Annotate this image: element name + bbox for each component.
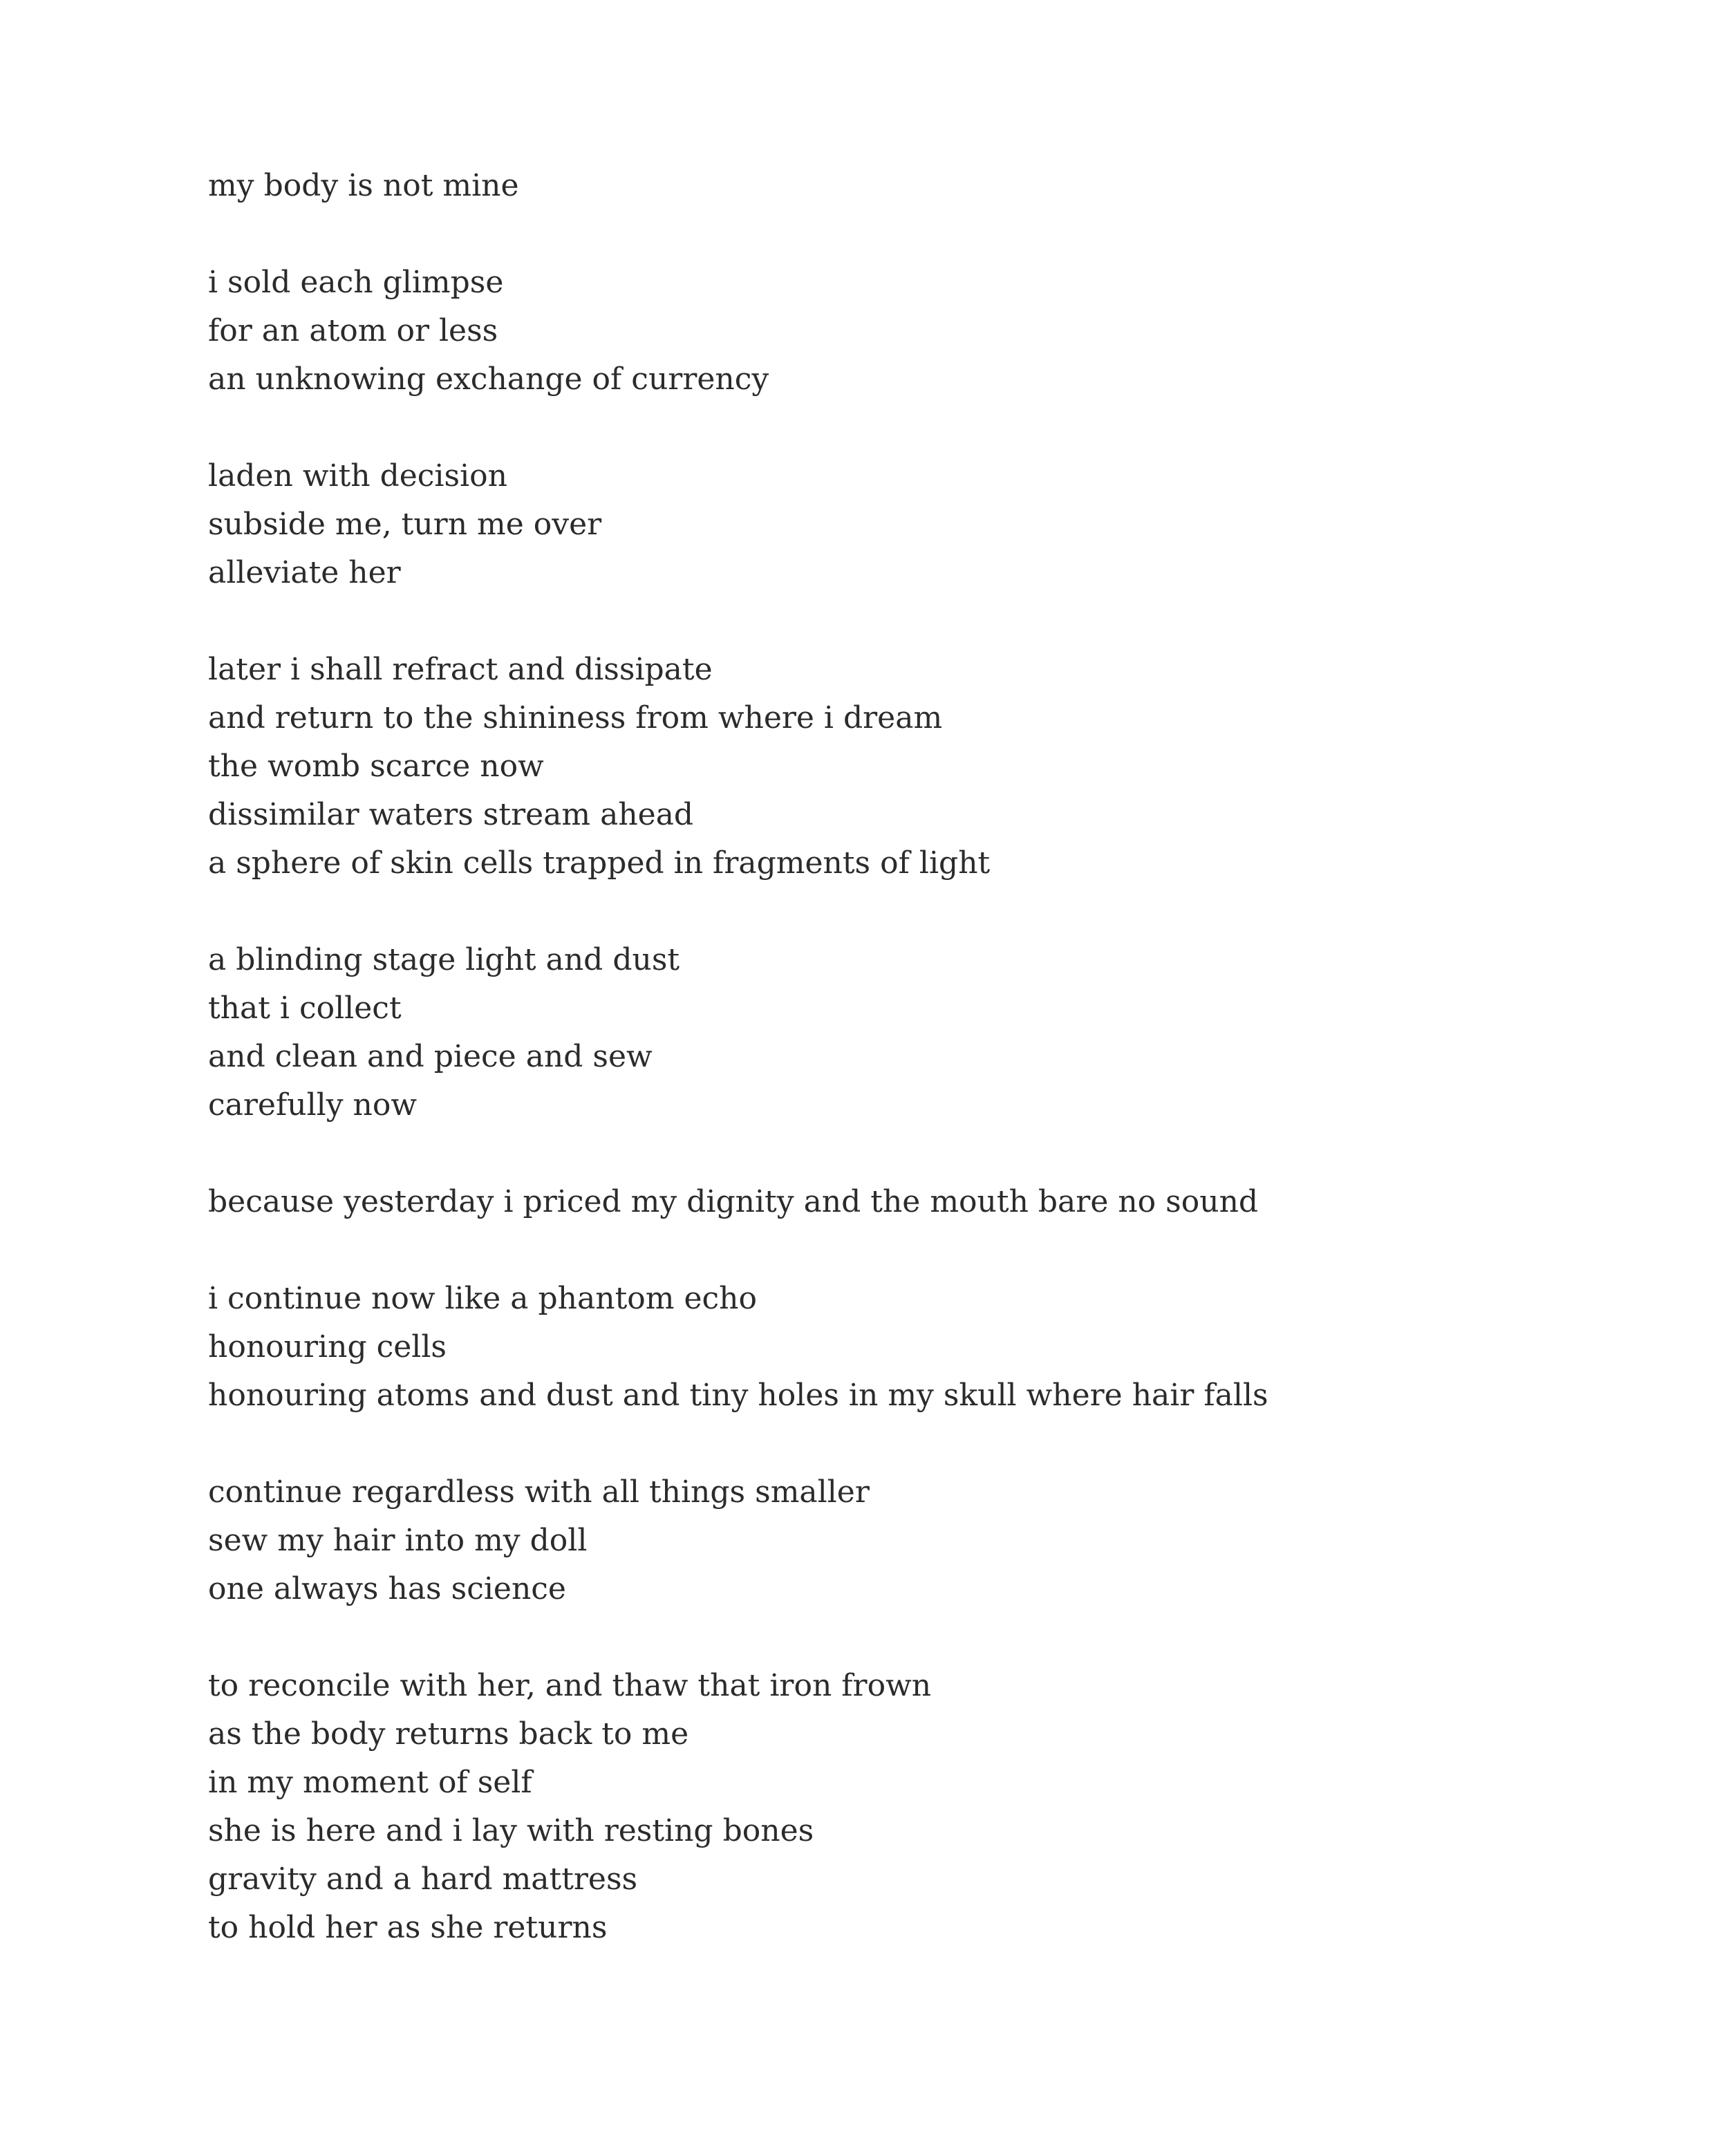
stanza-6 <box>208 1178 1591 1226</box>
stanza-break <box>208 888 1591 936</box>
poem-line: my body is not mine <box>208 168 519 203</box>
poem-line: carefully now <box>208 1087 418 1123</box>
stanza-8 <box>208 1468 1591 1613</box>
poem-line: to hold her as she returns <box>208 1910 608 1945</box>
stanza-4 <box>208 646 1591 888</box>
poem-line: alleviate her <box>208 555 401 590</box>
stanza-1 <box>208 162 1591 210</box>
poem-line: in my moment of self <box>208 1765 532 1800</box>
poem-line: for an atom or less <box>208 313 498 348</box>
poem-line: because yesterday i priced my dignity and the mouth bare no sound <box>208 1184 1259 1219</box>
poem-line: continue regardless with all things smaller <box>208 1474 870 1510</box>
poem-line: that i collect <box>208 991 402 1026</box>
poem-line: later i shall refract and dissipate <box>208 652 713 687</box>
poem-line: gravity and a hard mattress <box>208 1862 638 1897</box>
stanza-break <box>208 1129 1591 1178</box>
poem-line: i sold each glimpse <box>208 265 504 300</box>
stanza-break <box>208 597 1591 646</box>
poem-line: a blinding stage light and dust <box>208 942 680 977</box>
stanza-9 <box>208 1662 1591 1952</box>
stanza-3 <box>208 452 1591 597</box>
stanza-break <box>208 210 1591 259</box>
stanza-2 <box>208 259 1591 404</box>
poem-line: one always has science <box>208 1571 566 1606</box>
poem-line: and return to the shininess from where i dream <box>208 700 943 735</box>
stanza-break <box>208 1226 1591 1275</box>
poem-line: honouring atoms and dust and tiny holes in my skull where hair falls <box>208 1378 1268 1413</box>
poem-line: laden with decision <box>208 458 507 494</box>
stanza-5 <box>208 936 1591 1129</box>
poem-line: subside me, turn me over <box>208 507 602 542</box>
poem-body <box>208 162 1591 1952</box>
poem-line: a sphere of skin cells trapped in fragments of light <box>208 845 991 881</box>
poem-line: sew my hair into my doll <box>208 1523 588 1558</box>
poem-line: honouring cells <box>208 1329 447 1365</box>
poem-line: the womb scarce now <box>208 749 544 784</box>
poem-line: dissimilar waters stream ahead <box>208 797 694 832</box>
stanza-break <box>208 1420 1591 1468</box>
stanza-7 <box>208 1275 1591 1420</box>
poem-line: to reconcile with her, and thaw that iron frown <box>208 1668 932 1703</box>
poem-line: and clean and piece and sew <box>208 1039 653 1074</box>
stanza-break <box>208 404 1591 452</box>
poem-line: i continue now like a phantom echo <box>208 1281 757 1316</box>
stanza-break <box>208 1613 1591 1662</box>
poem-line: an unknowing exchange of currency <box>208 362 769 397</box>
poem-line: as the body returns back to me <box>208 1716 689 1752</box>
poem-line: she is here and i lay with resting bones <box>208 1813 814 1848</box>
